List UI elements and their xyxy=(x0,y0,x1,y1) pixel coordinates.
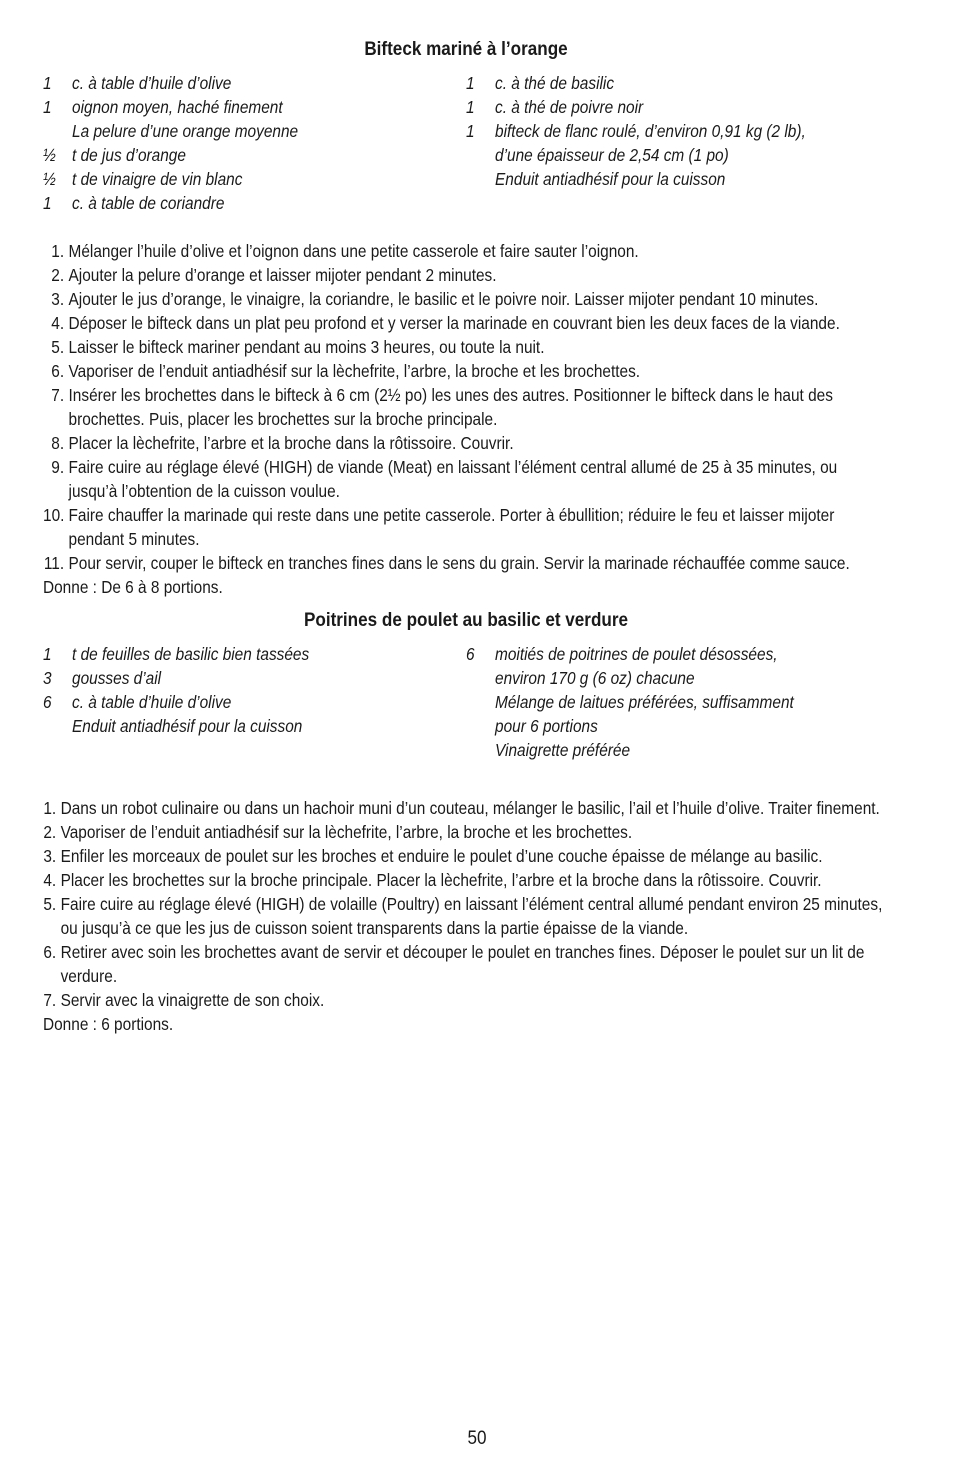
instruction-step xyxy=(43,820,889,844)
step-text: Mélanger l’huile d’olive et l’oignon dans une petite casserole et faire sauter l’oignon. xyxy=(68,241,639,261)
ingredient-item xyxy=(466,666,887,690)
step-text: Dans un robot culinaire ou dans un hachoir muni d’un couteau, mélanger le basilic, l’ail et l’huile d’olive. Traiter finement. xyxy=(60,798,880,818)
recipe1-ingredients-right xyxy=(466,71,889,215)
recipe1-ingredients xyxy=(43,71,889,215)
step-number: 9. xyxy=(51,457,65,477)
ingredient-text: Enduit antiadhésif pour la cuisson xyxy=(72,716,303,736)
step-number: 5. xyxy=(43,894,57,914)
instruction-step xyxy=(43,359,889,383)
ingredient-text: c. à table de coriandre xyxy=(72,193,225,213)
step-text: Vaporiser de l’enduit antiadhésif sur la lèchefrite, l’arbre, la broche et les brochettes. xyxy=(60,822,633,842)
ingredient-text: d’une épaisseur de 2,54 cm (1 po) xyxy=(495,145,729,165)
ingredient-item xyxy=(466,167,887,191)
ingredient-quantity: 6 xyxy=(43,692,52,712)
step-text: Enfiler les morceaux de poulet sur les broches et enduire le poulet d’une couche épaisse de mélange au basilic. xyxy=(60,846,823,866)
step-number: 2. xyxy=(43,822,57,842)
ingredient-text: gousses d’ail xyxy=(72,668,162,688)
ingredient-item xyxy=(43,642,464,666)
ingredient-quantity xyxy=(43,119,72,143)
recipe2-title: Poitrines de poulet au basilic et verdure xyxy=(303,610,629,631)
step-text: Déposer le bifteck dans un plat peu profond et y verser la marinade en couvrant bien les deux faces de la viande. xyxy=(68,313,840,333)
step-number: 10. xyxy=(43,505,65,525)
ingredient-quantity: 1 xyxy=(43,193,52,213)
step-text: Faire cuire au réglage élevé (HIGH) de volaille (Poultry) en laissant l’élément central allumé pendant environ 25 minutes, ou jusqu’à ce que les jus de cuisson soient transparents dans la partie épaisse de la viande. xyxy=(60,894,883,938)
ingredient-quantity: 1 xyxy=(466,73,475,93)
recipe1-steps xyxy=(43,239,889,575)
ingredient-item xyxy=(466,119,887,143)
step-number: 5. xyxy=(51,337,65,357)
recipe1-title: Bifteck mariné à l’orange xyxy=(364,39,568,60)
recipe-page xyxy=(43,38,889,1036)
step-text: Vaporiser de l’enduit antiadhésif sur la lèchefrite, l’arbre, la broche et les brochettes. xyxy=(68,361,641,381)
ingredient-item xyxy=(43,71,464,95)
step-number: 11. xyxy=(43,553,65,573)
recipe2-ingredients-right xyxy=(466,642,889,762)
instruction-step xyxy=(43,287,889,311)
instruction-step xyxy=(43,335,889,359)
ingredient-item xyxy=(466,714,887,738)
ingredient-item xyxy=(466,642,887,666)
ingredient-item xyxy=(43,714,464,738)
ingredient-text: Vinaigrette préférée xyxy=(495,740,631,760)
ingredient-text: oignon moyen, haché finement xyxy=(72,97,283,117)
ingredient-quantity xyxy=(466,143,495,167)
step-number: 7. xyxy=(43,990,57,1010)
ingredient-text: pour 6 portions xyxy=(495,716,598,736)
step-number: 7. xyxy=(51,385,65,405)
instruction-step xyxy=(43,431,889,455)
ingredient-item xyxy=(43,119,464,143)
step-text: Ajouter la pelure d’orange et laisser mijoter pendant 2 minutes. xyxy=(68,265,497,285)
ingredient-item xyxy=(466,690,887,714)
step-text: Ajouter le jus d’orange, le vinaigre, la coriandre, le basilic et le poivre noir. Laisser mijoter pendant 10 minutes. xyxy=(68,289,819,309)
step-text: Retirer avec soin les brochettes avant de servir et découper le poulet en tranches fines. Déposer le poulet sur un lit de verdure. xyxy=(60,942,865,986)
instruction-step xyxy=(43,988,889,1012)
page-number: 50 xyxy=(467,1428,487,1449)
step-number: 6. xyxy=(51,361,65,381)
recipe2-yield: Donne : 6 portions. xyxy=(43,1014,174,1034)
ingredient-quantity: ½ xyxy=(43,169,56,189)
ingredient-text: bifteck de flanc roulé, d’environ 0,91 kg (2 lb), xyxy=(495,121,806,141)
instruction-step xyxy=(43,455,889,503)
ingredient-quantity: 3 xyxy=(43,668,52,688)
ingredient-item xyxy=(43,95,464,119)
ingredient-item xyxy=(466,95,887,119)
ingredient-item xyxy=(466,143,887,167)
ingredient-item xyxy=(43,167,464,191)
instruction-step xyxy=(43,311,889,335)
instruction-step xyxy=(43,239,889,263)
step-number: 4. xyxy=(51,313,65,333)
step-text: Laisser le bifteck mariner pendant au moins 3 heures, ou toute la nuit. xyxy=(68,337,545,357)
instruction-step xyxy=(43,383,889,431)
step-number: 1. xyxy=(51,241,65,261)
step-text: Faire chauffer la marinade qui reste dans une petite casserole. Porter à ébullition; réduire le feu et laisser mijoter pendant 5 minutes. xyxy=(68,505,835,549)
ingredient-text: t de vinaigre de vin blanc xyxy=(72,169,243,189)
ingredient-text: c. à thé de poivre noir xyxy=(495,97,644,117)
recipe2-steps xyxy=(43,796,889,1012)
instruction-step xyxy=(43,844,889,868)
ingredient-quantity: 1 xyxy=(43,97,52,117)
ingredient-quantity: ½ xyxy=(43,145,56,165)
step-number: 4. xyxy=(43,870,57,890)
ingredient-quantity: 1 xyxy=(466,97,475,117)
ingredient-quantity xyxy=(466,690,495,714)
ingredient-text: environ 170 g (6 oz) chacune xyxy=(495,668,695,688)
instruction-step xyxy=(43,868,889,892)
instruction-step xyxy=(43,892,889,940)
step-number: 2. xyxy=(51,265,65,285)
ingredient-item xyxy=(43,690,464,714)
step-number: 6. xyxy=(43,942,57,962)
ingredient-item xyxy=(466,71,887,95)
ingredient-quantity: 1 xyxy=(466,121,475,141)
ingredient-text: t de feuilles de basilic bien tassées xyxy=(72,644,310,664)
step-number: 1. xyxy=(43,798,57,818)
ingredient-quantity: 1 xyxy=(43,73,52,93)
ingredient-text: c. à table d’huile d’olive xyxy=(72,692,232,712)
ingredient-quantity xyxy=(466,738,495,762)
ingredient-text: La pelure d’une orange moyenne xyxy=(72,121,299,141)
ingredient-text: c. à table d’huile d’olive xyxy=(72,73,232,93)
ingredient-quantity xyxy=(466,714,495,738)
recipe2-ingredients-left xyxy=(43,642,466,762)
ingredient-quantity xyxy=(466,666,495,690)
instruction-step xyxy=(43,503,889,551)
ingredient-text: t de jus d’orange xyxy=(72,145,186,165)
ingredient-quantity: 1 xyxy=(43,644,52,664)
recipe1-yield: Donne : De 6 à 8 portions. xyxy=(43,577,223,597)
instruction-step xyxy=(43,940,889,988)
ingredient-item xyxy=(43,666,464,690)
ingredient-text: Mélange de laitues préférées, suffisamment xyxy=(495,692,794,712)
recipe2-ingredients xyxy=(43,642,889,762)
ingredient-item xyxy=(43,191,464,215)
ingredient-text: Enduit antiadhésif pour la cuisson xyxy=(495,169,726,189)
ingredient-text: moitiés de poitrines de poulet désossées, xyxy=(495,644,778,664)
instruction-step xyxy=(43,796,889,820)
ingredient-item xyxy=(43,143,464,167)
step-number: 3. xyxy=(51,289,65,309)
step-text: Placer les brochettes sur la broche principale. Placer la lèchefrite, l’arbre et la broche dans la rôtissoire. Couvrir. xyxy=(60,870,822,890)
step-text: Insérer les brochettes dans le bifteck à 6 cm (2½ po) les unes des autres. Positionner le bifteck dans le haut des brochettes. Puis, placer les brochettes sur la broche principale. xyxy=(68,385,833,429)
step-text: Placer la lèchefrite, l’arbre et la broche dans la rôtissoire. Couvrir. xyxy=(68,433,514,453)
step-text: Pour servir, couper le bifteck en tranches fines dans le sens du grain. Servir la marinade réchauffée comme sauce. xyxy=(68,553,850,573)
instruction-step xyxy=(43,551,889,575)
ingredient-text: c. à thé de basilic xyxy=(495,73,615,93)
ingredient-quantity xyxy=(466,167,495,191)
step-text: Servir avec la vinaigrette de son choix. xyxy=(60,990,325,1010)
instruction-step xyxy=(43,263,889,287)
recipe1-ingredients-left xyxy=(43,71,466,215)
ingredient-item xyxy=(466,738,887,762)
step-number: 8. xyxy=(51,433,65,453)
step-text: Faire cuire au réglage élevé (HIGH) de viande (Meat) en laissant l’élément central allumé de 25 à 35 minutes, ou jusqu’à l’obtention de la cuisson voulue. xyxy=(68,457,838,501)
ingredient-quantity xyxy=(43,714,72,738)
ingredient-quantity: 6 xyxy=(466,644,475,664)
step-number: 3. xyxy=(43,846,57,866)
